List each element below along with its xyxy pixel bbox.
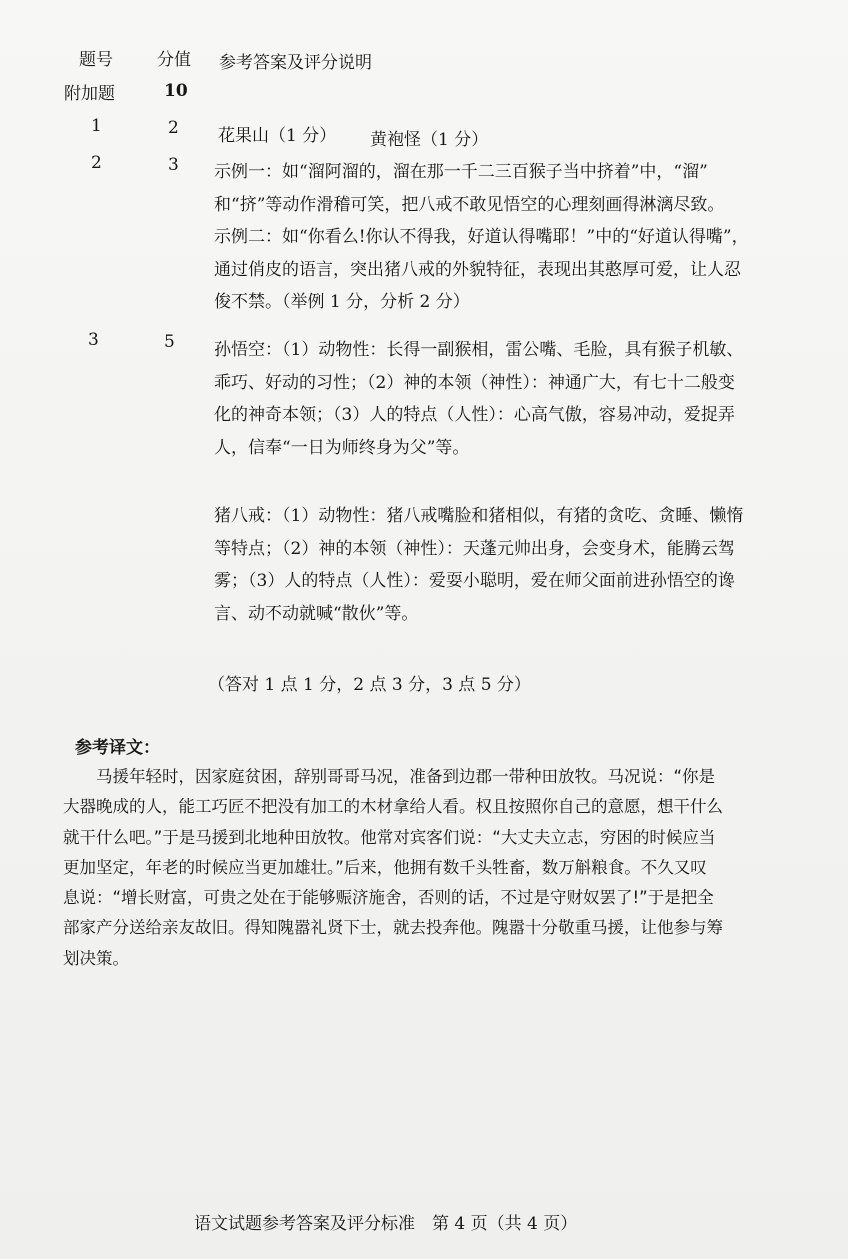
q2-line: 示例一：如“溜阿溜的，溜在那一千二三百猴子当中挤着”中，“溜” [214, 162, 708, 182]
header-col-answer: 参考答案及评分说明 [219, 53, 372, 73]
extra-question-score: 10 [164, 81, 188, 101]
translation-line: 大器晚成的人，能工巧匠不把没有加工的木材拿给人看。权且按照你自己的意愿，想干什么 [63, 797, 723, 817]
extra-question-label: 附加题 [64, 84, 115, 104]
q2-line: 和“挤”等动作滑稽可笑，把八戒不敢见悟空的心理刻画得淋漓尽致。 [214, 194, 725, 215]
translation-line: 划决策。 [63, 948, 129, 968]
q3-sun-wukong-answer [214, 334, 794, 464]
q1-answer-b: 黄袍怪（1 分） [370, 130, 489, 150]
q3-zhu-line: 等特点；（2）神的本领（神性）：天蓬元帅出身，会变身术，能腾云驾 [214, 538, 735, 559]
q3-number: 3 [88, 330, 99, 350]
q1-number: 1 [91, 116, 102, 136]
translation-body [63, 762, 783, 974]
q1-answer-a: 花果山（1 分） [218, 126, 337, 146]
q3-zhu-line: 猪八戒：（1）动物性：猪八戒嘴脸和猪相似，有猪的贪吃、贪睡、懒惰 [214, 506, 744, 526]
translation-line: 就干什么吧。”于是马援到北地种田放牧。他常对宾客们说：“大丈夫立志，穷困的时候应当 [63, 827, 716, 847]
translation-title: 参考译文： [75, 738, 160, 758]
q2-score: 3 [168, 155, 179, 175]
q3-sun-line: 人，信奉“一日为师终身为父”等。 [214, 437, 470, 458]
q3-score: 5 [164, 332, 175, 352]
q3-sun-line: 化的神奇本领；（3）人的特点（人性）：心高气傲，容易冲动，爱捉弄 [214, 405, 735, 425]
q3-sun-line: 乖巧、好动的习性；（2）神的本领（神性）：神通广大，有七十二般变 [214, 372, 735, 393]
q3-scoring-note: （答对 1 点 1 分，2 点 3 分，3 点 5 分） [208, 675, 531, 695]
q3-zhu-bajie-answer [214, 500, 794, 630]
translation-line: 息说：“增长财富，可贵之处在于能够赈济施舍，否则的话，不过是守财奴罢了!”于是把全 [63, 888, 714, 908]
q1-score: 2 [168, 118, 179, 138]
q2-answer [214, 156, 794, 319]
header-col-number: 题号 [79, 50, 113, 70]
q2-number: 2 [91, 153, 102, 173]
header-col-score: 分值 [157, 50, 191, 70]
q2-line: 通过俏皮的语言，突出猪八戒的外貌特征，表现出其憨厚可爱，让人忍 [214, 259, 741, 280]
q3-zhu-line: 雾；（3）人的特点（人性）：爱耍小聪明，爱在师父面前进孙悟空的谗 [214, 571, 735, 591]
q2-line: 示例二：如“你看么!你认不得我，好道认得嘴耶！”中的“好道认得嘴”， [214, 227, 749, 247]
translation-line: 马援年轻时，因家庭贫困，辞别哥哥马况，准备到边郡一带种田放牧。马况说：“你是 [96, 767, 716, 786]
page-footer: 语文试题参考答案及评分标准 第 4 页（共 4 页） [194, 1214, 578, 1234]
translation-line: 部家产分送给亲友故旧。得知隗嚣礼贤下士，就去投奔他。隗嚣十分敬重马援，让他参与筹 [63, 918, 723, 938]
q3-sun-line: 孙悟空：（1）动物性：长得一副猴相，雷公嘴、毛脸，具有猴子机敏、 [214, 340, 744, 360]
translation-line: 更加坚定，年老的时候应当更加雄壮。”后来，他拥有数千头牲畜，数万斛粮食。不久又叹 [63, 857, 707, 877]
q3-zhu-line: 言、动不动就喊“散伙”等。 [214, 603, 419, 624]
q2-line: 俊不禁。（举例 1 分，分析 2 分） [214, 292, 470, 312]
